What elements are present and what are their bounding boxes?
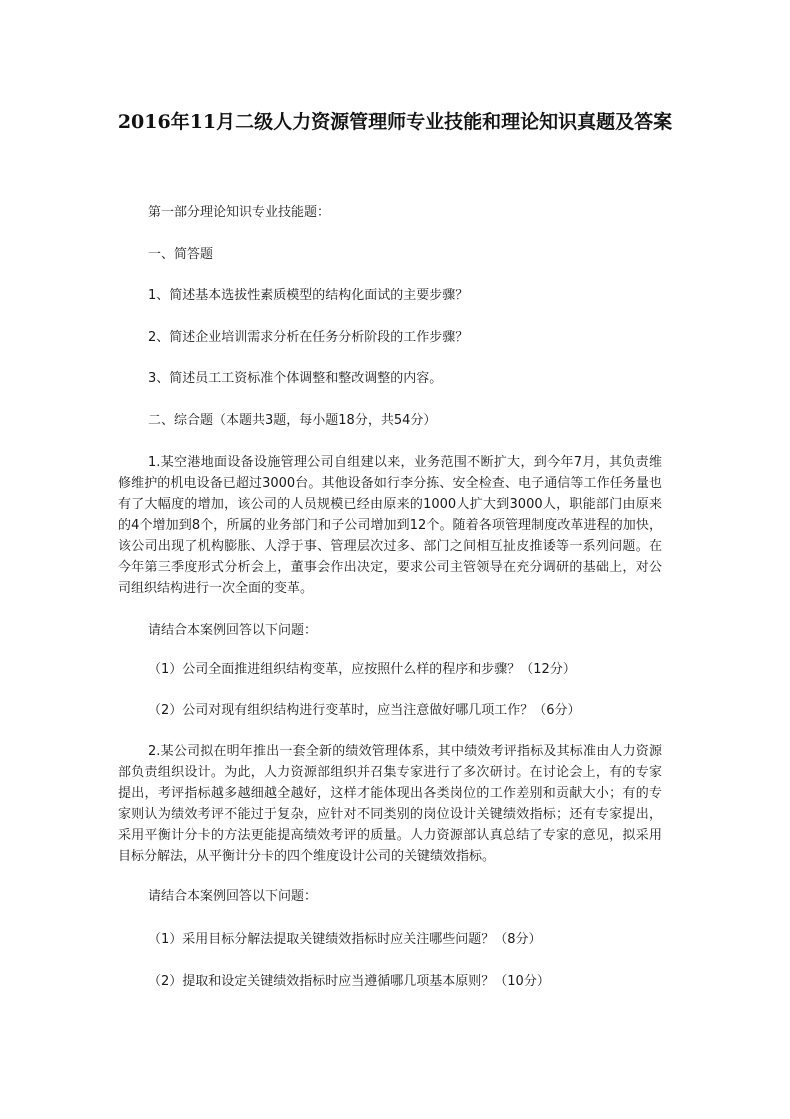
- case-2-question-2: （2）提取和设定关键绩效指标时应当遵循哪几项基本原则？（10分）: [148, 974, 550, 989]
- case-2-prompt: 请结合本案例回答以下问题：: [148, 889, 318, 904]
- section-heading-short-answer: 一、简答题: [148, 247, 214, 262]
- section-heading-comprehensive: 二、综合题（本题共3题，每小题18分，共54分）: [148, 413, 437, 428]
- case-2-question-1: （1）采用目标分解法提取关键绩效指标时应关注哪些问题？（8分）: [148, 932, 542, 947]
- document-title: 2016年11月二级人力资源管理师专业技能和理论知识真题及答案: [117, 111, 673, 133]
- case-1-question-2: （2）公司对现有组织结构进行变革时，应当注意做好哪几项工作？（6分）: [148, 703, 581, 718]
- short-question-1: 1、简述基本选拔性素质模型的结构化面试的主要步骤？: [148, 288, 469, 303]
- case-1-question-1: （1）公司全面推进组织结构变革，应按照什么样的程序和步骤？（12分）: [148, 662, 576, 677]
- case-1-prompt: 请结合本案例回答以下问题：: [148, 623, 318, 638]
- short-question-2: 2、简述企业培训需求分析在任务分析阶段的工作步骤？: [148, 330, 469, 345]
- case-2-text: 2.某公司拟在明年推出一套全新的绩效管理体系，其中绩效考评指标及其标准由人力资源部负责组织设计。为此，人力资源部组织并召集专家进行了多次研讨。在讨论会上，有的专家提出，考评指标越多越细越全越好，这样才能体现出各类岗位的工作差别和贡献大小；有的专家则认为绩效考评不能过于复杂，应针对不同类别的岗位设计关键绩效指标；还有专家提出，采用平衡计分卡的方法更能提高绩效考评的质量。人力资源部认真总结了专家的意见，拟采用目标分解法，从平衡计分卡的四个维度设计公司的关键绩效指标。: [118, 744, 662, 864]
- short-question-3: 3、简述员工工资标准个体调整和整改调整的内容。: [148, 371, 443, 386]
- case-1-text: 1.某空港地面设备设施管理公司自组建以来，业务范围不断扩大，到今年7月，其负责维修维护的机电设备已超过3000台。其他设备如行李分拣、安全检查、电子通信等工作任务量也有了大幅度的增加，该公司的人员规模已经由原来的1000人扩大到3000人，职能部门由原来的4个增加到8个，所属的业务部门和子公司增加到12个。随着各项管理制度改革进程的加快，该公司出现了机构膨胀、人浮于事、管理层次过多、部门之间相互扯皮推诿等一系列问题。在今年第三季度形式分析会上，董事会作出决定，要求公司主管领导在充分调研的基础上，对公司组织结构进行一次全面的变革。: [118, 455, 662, 596]
- part-heading: 第一部分理论知识专业技能题：: [148, 205, 331, 220]
